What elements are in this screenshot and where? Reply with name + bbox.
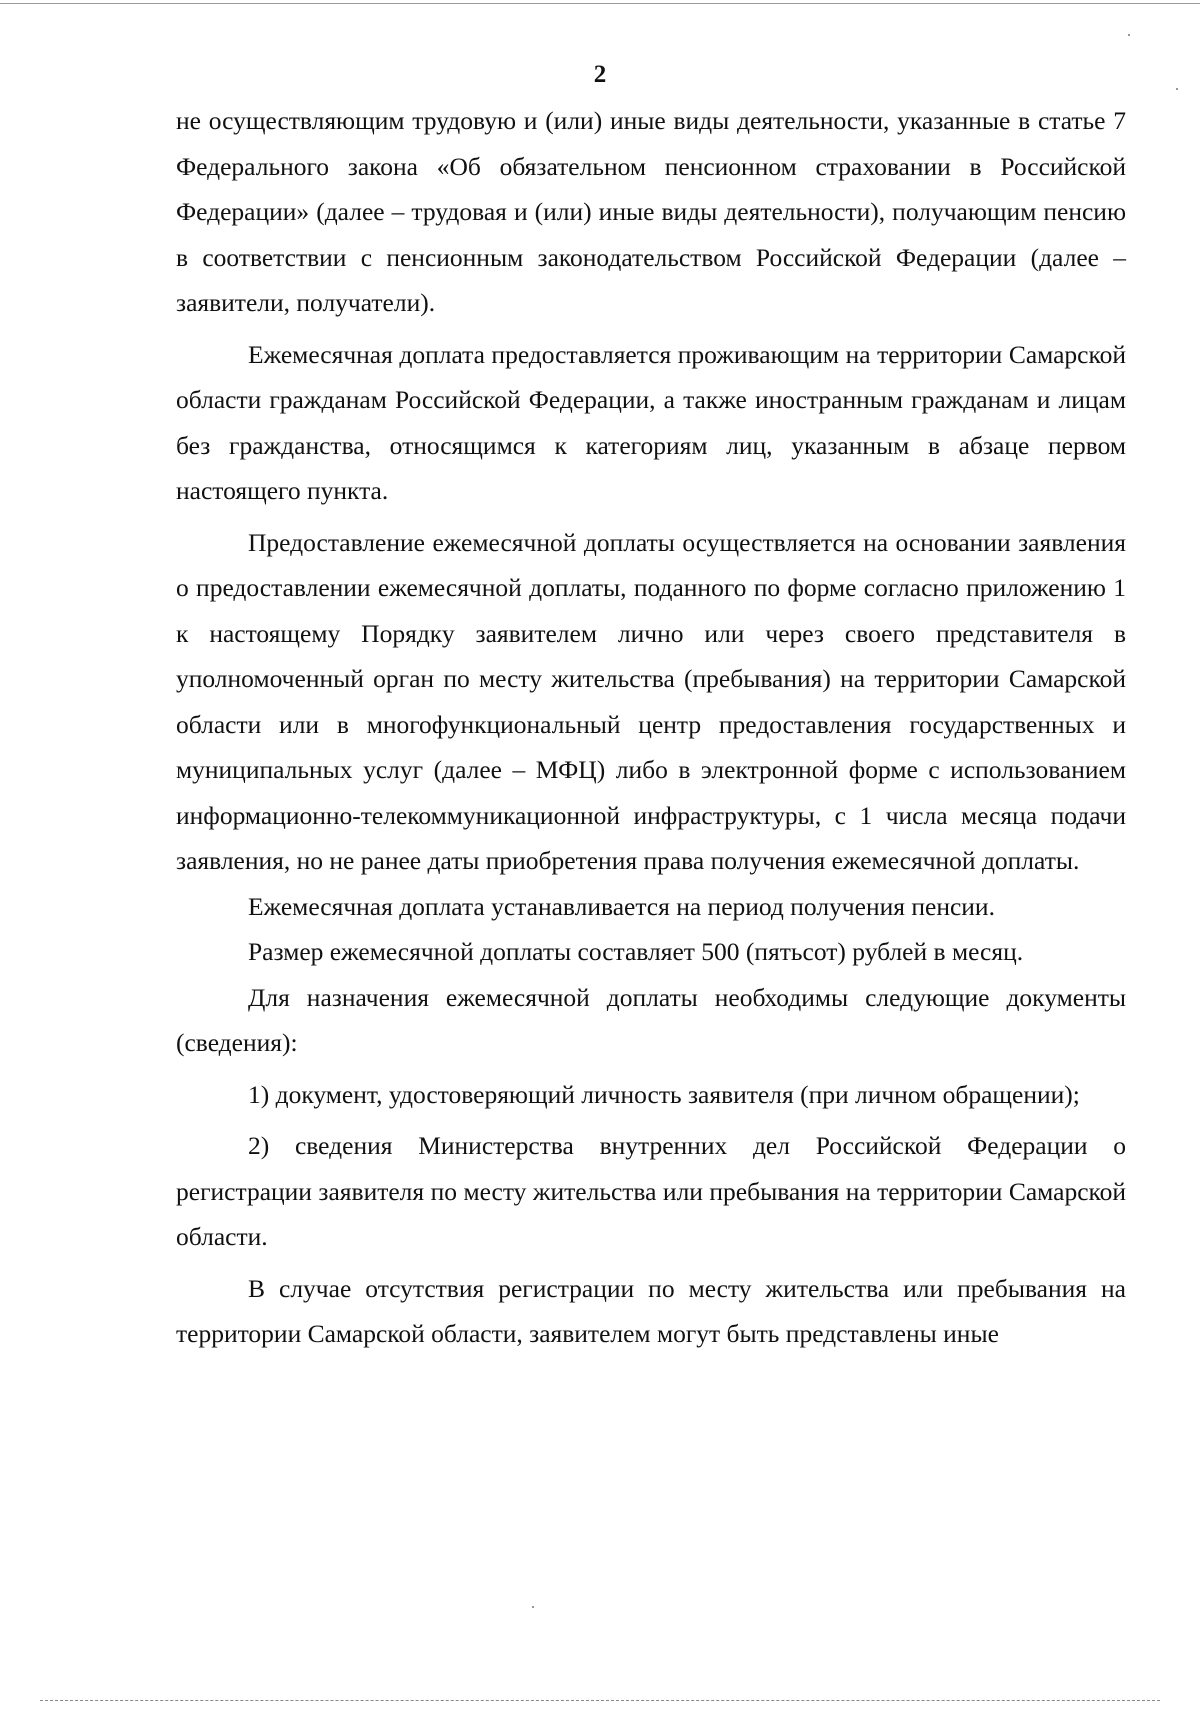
page-number: 2 [593, 61, 607, 88]
paragraph: Ежемесячная доплата устанавливается на период получения пенсии. [248, 891, 995, 921]
body-text [176, 98, 1126, 1357]
paragraph: не осуществляющим трудовую и (или) иные виды деятельности, указанные в статье 7 Федерального закона «Об обязательном пенсионном страховании в Российской Федерации» (далее – трудовая и (или) иные виды деятельности), получающим пенсию в соответствии с пенсионным законодательством Российской Федерации (далее – заявители, получатели). [176, 106, 1126, 317]
paragraph: Размер ежемесячной доплаты составляет 500 (пятьсот) рублей в месяц. [248, 937, 1024, 966]
scan-bottom-edge [40, 1700, 1160, 1701]
paragraph: 2) сведения Министерства внутренних дел Российской Федерации о регистрации заявителя по месту жительства или пребывания на территории Самарской области. [176, 1131, 1126, 1251]
paragraph: Ежемесячная доплата предоставляется проживающим на территории Самарской области гражданам Российской Федерации, а также иностранным гражданам и лицам без гражданства, относящимся к категориям лиц, указанным в абзаце первом настоящего пункта. [176, 339, 1126, 505]
paragraph: Для назначения ежемесячной доплаты необходимы следующие документы (сведения): [176, 982, 1126, 1057]
paragraph: В случае отсутствия регистрации по месту жительства или пребывания на территории Самарской области, заявителем могут быть представлены иные [176, 1273, 1126, 1348]
paragraph: Предоставление ежемесячной доплаты осуществляется на основании заявления о предоставлении ежемесячной доплаты, поданного по форме согласно приложению 1 к настоящему Порядку заявителем лично или через своего представителя в уполномоченный орган по месту жительства (пребывания) на территории Самарской области или в многофункциональный центр предоставления государственных и муниципальных услуг (далее – МФЦ) либо в электронной форме с использованием информационно-телекоммуникационной инфраструктуры, с 1 числа месяца подачи заявления, но не ранее даты приобретения права получения ежемесячной доплаты. [176, 527, 1126, 875]
scan-speck [532, 1606, 534, 1608]
scan-speck [1128, 34, 1130, 36]
scan-top-edge [0, 3, 1200, 4]
paragraph: 1) документ, удостоверяющий личность заявителя (при личном обращении); [248, 1079, 1080, 1109]
